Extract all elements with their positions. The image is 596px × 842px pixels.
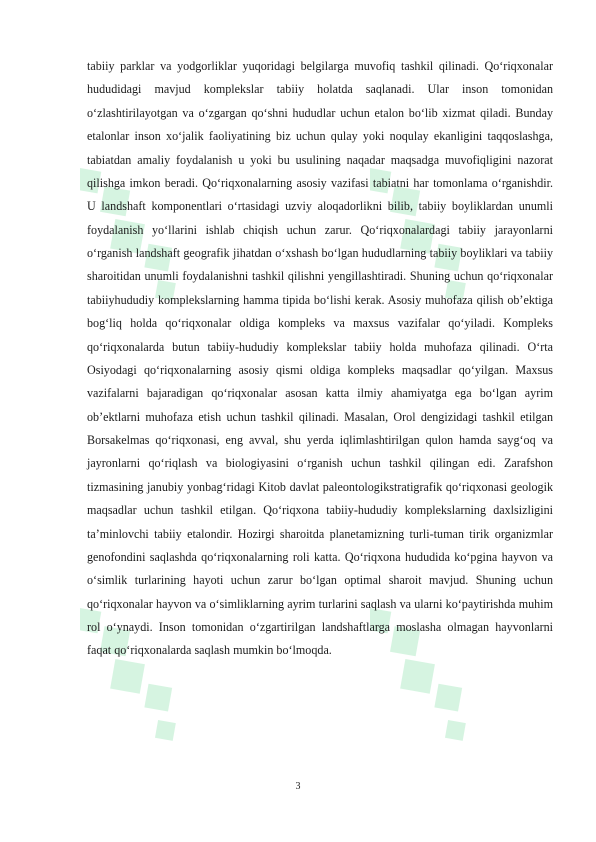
page-number: 3 [295,781,301,792]
body-paragraph: tabiiy parklar va yodgorliklar yuqoridagi belgilarga muvofiq tashkil qilinadi. Qo‘riqxonalar hududidagi mavjud komplekslar tabiiy holatda saqlanadi. Ular inson tomonidan o‘zlashtirilayotgan va o‘zgargan qo‘shni hududlar uchun etalon bo‘lib xizmat qiladi. Bunday etalonlar inson xo‘jalik faoliyatining biz uchun qulay yoki noqulay ekanligini taqqoslashga, tabiatdan amaliy foydalanish u yoki bu usulining naqadar maqsadga muvofiqligini nazorat qilishga imkon beradi. Qo‘riqxonalarning asosiy vazifasi tabiatni har tomonlama o‘rganishdir. U landshaft komponentlari o‘rtasidagi uzviy aloqadorlikni bilib, tabiiy boyliklardan unumli foydalanish yo‘llarini ishlab chiqish uchun zarur. Qo‘riqxonalardagi tabiiy jarayonlarni o‘rganish landshaft geografik jihatdan o‘xshash bo‘lgan hududlarning tabiiy boyliklari va tabiiy sharoitidan unumli foydalanishni tashkil qilishni yengillashtiradi. Shuning uchun qo‘riqxonalar tabiiyhududiy komplekslarning hamma tipida bo‘lishi kerak. Asosiy muhofaza qilish ob’ektiga bog‘liq holda qo‘riqxonalar oldiga kompleks va maxsus vazifalar qo‘yiladi. Kompleks qo‘riqxonalarda butun tabiiy-hududiy komplekslar tabiiy holda muhofaza qilinadi. O‘rta Osiyodagi qo‘riqxonalarning asosiy qismi oldiga kompleks maqsadlar qo‘yilgan. Maxsus vazifalarni bajaradigan qo‘riqxonalar asosan katta ilmiy ahamiyatga ega bo‘lgan ayrim ob’ektlarni muhofaza etish uchun tashkil qilinadi. Masalan, Orol dengizidagi tashkil etilgan Borsakelmas qo‘riqxonasi, eng avval, shu yerda iqlimlashtirilgan qulon hamda sayg‘oq va jayronlarni qo‘riqlash va biologiyasini o‘rganish uchun tashkil qilingan edi. Zarafshon tizmasining janubiy yonbag‘ridagi Kitob davlat paleontologikstratigrafik qo‘riqxonasi geologik maqsadlar uchun tashkil etilgan. Qo‘riqxona tabiiy-hududiy komplekslarning daxlsizligini ta’minlovchi tabiiy etalondir. Hozirgi sharoitda planetamizning turli-tuman tirik organizmlar genofondini saqlashda qo‘riqxonalarning roli katta. Qo‘riqxona hududida ko‘pgina hayvon va o‘simlik turlarining hayoti uchun zarur bo‘lgan optimal sharoit mavjud. Shuning uchun qo‘riqxonalar hayvon va o‘simliklarning ayrim turlarini saqlash va ularni ko‘paytirishda muhim rol o‘ynaydi. Inson tomonidan o‘zgartirilgan landshaftlarga moslasha olmagan hayvonlarni faqat qo‘riqxonalarda saqlash mumkin bo‘lmoqda. [87,59,553,658]
